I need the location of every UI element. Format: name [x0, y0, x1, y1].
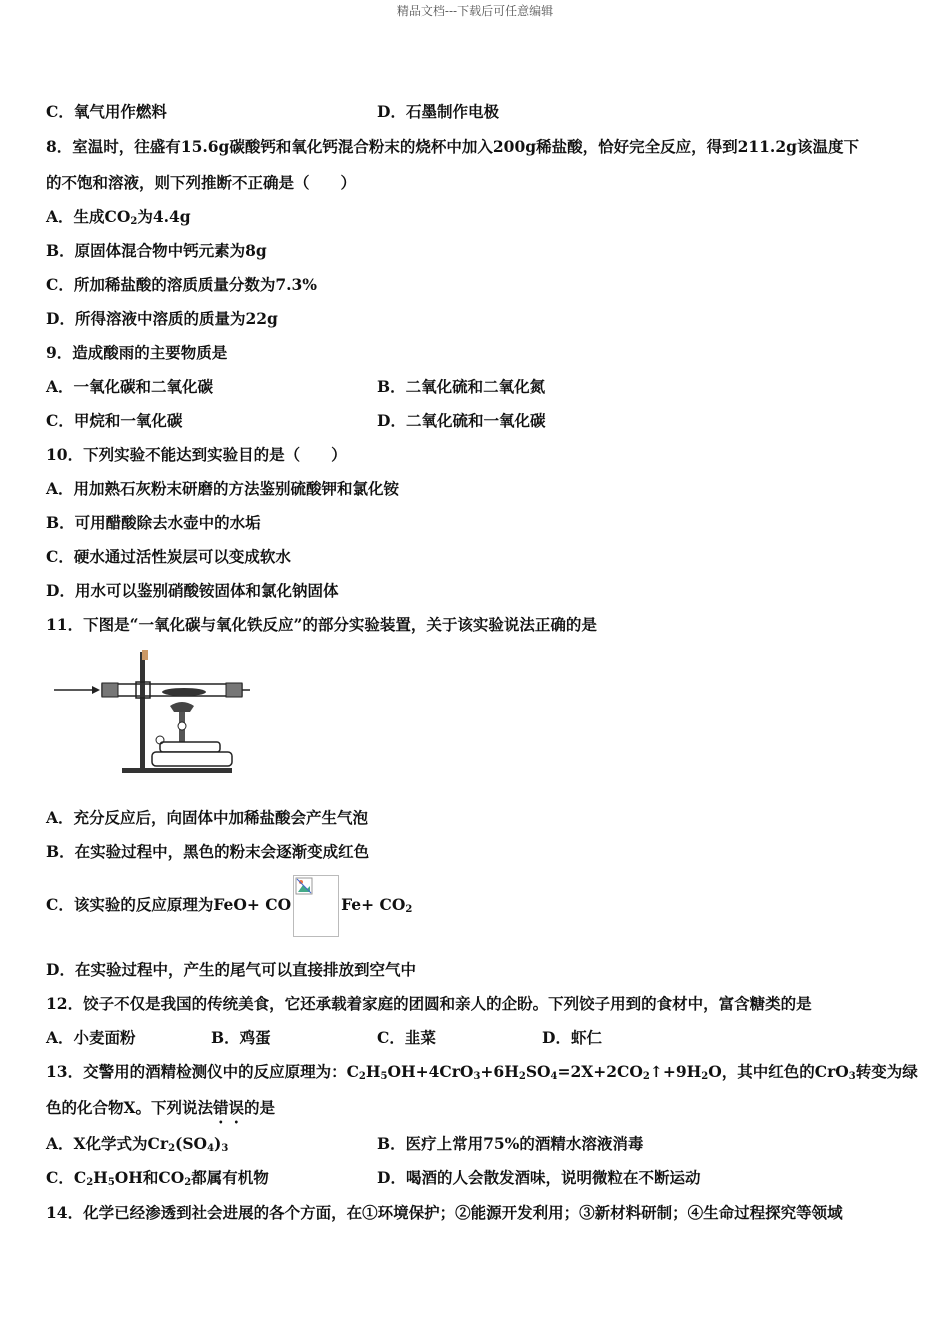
q9-option-b: B．二氧化硫和二氧化氮: [377, 377, 546, 396]
q9-option-d: D．二氧化硫和一氧化碳: [377, 411, 546, 430]
q12-option-b: B．鸡蛋: [211, 1028, 271, 1047]
q11-option-a: A．充分反应后，向固体中加稀盐酸会产生气泡: [46, 808, 369, 827]
q7-option-c: C．氧气用作燃料: [46, 102, 167, 121]
q8-option-c: C．所加稀盐酸的溶质质量分数为7.3%: [46, 275, 318, 294]
q9-option-c: C．甲烷和一氧化碳: [46, 411, 183, 430]
q12-stem: 12．饺子不仅是我国的传统美食，它还承载着家庭的团圆和亲人的企盼。下列饺子用到的食材中，富含糖类的是: [46, 994, 812, 1013]
q10-option-a: A．用加熟石灰粉末研磨的方法鉴别硫酸钾和氯化铵: [46, 479, 400, 498]
co-fe2o3-apparatus-figure: [52, 648, 252, 778]
q9-stem: 9．造成酸雨的主要物质是: [46, 343, 228, 362]
q12-option-a: A．小麦面粉: [46, 1028, 136, 1047]
q10-option-d: D．用水可以鉴别硝酸铵固体和氯化钠固体: [46, 581, 339, 600]
q12-option-d: D．虾仁: [542, 1028, 602, 1047]
q8-option-d: D．所得溶液中溶质的质量为22g: [46, 309, 278, 328]
page-header: 精品文档---下载后可任意编辑: [396, 4, 554, 18]
q8-option-b: B．原固体混合物中钙元素为8g: [46, 241, 267, 260]
q13-option-b: B．医疗上常用75%的酒精水溶液消毒: [377, 1134, 644, 1153]
broken-image-icon: [293, 875, 339, 937]
q13-option-c: C．$C_2H_5OH$和$CO_2$都属有机物: [46, 1168, 269, 1188]
q10-option-c: C．硬水通过活性炭层可以变成软水: [46, 547, 291, 566]
q13-stem-line2: 色的化合物X。下列说法错误的是: [46, 1098, 276, 1117]
q8-option-a: A．生成$CO_2$为4.4g: [46, 207, 191, 227]
q12-option-c: C．韭菜: [377, 1028, 436, 1047]
q11-option-d: D．在实验过程中，产生的尾气可以直接排放到空气中: [46, 960, 416, 979]
q11-stem: 11．下图是“一氧化碳与氧化铁反应”的部分实验装置，关于该实验说法正确的是: [46, 615, 597, 634]
q13-stem-line1: 13．交警用的酒精检测仪中的反应原理为：$C_2H_5OH+4CrO_3+6H_2SO_4=2X+2CO_2↑+9H_2O$，其中红色的CrO$_3$转变为绿: [46, 1062, 918, 1082]
q10-option-b: B．可用醋酸除去水壶中的水垢: [46, 513, 261, 532]
q11-option-c: C．该实验的反应原理为FeO+ CO $Fe+ CO_2$: [46, 874, 412, 941]
q14-stem: 14．化学已经渗透到社会进展的各个方面，在①环境保护；②能源开发利用；③新材料研制；④生命过程探究等领域: [46, 1203, 843, 1222]
q8-stem-line1: 8．室温时，往盛有15.6g碳酸钙和氧化钙混合粉末的烧杯中加入200g稀盐酸，恰好完全反应，得到211.2g该温度下: [46, 137, 859, 156]
q10-stem: 10．下列实验不能达到实验目的是（ ）: [46, 445, 347, 464]
q9-option-a: A．一氧化碳和二氧化碳: [46, 377, 214, 396]
q11-option-b: B．在实验过程中，黑色的粉末会逐渐变成红色: [46, 842, 370, 861]
q13-option-d: D．喝酒的人会散发酒味，说明微粒在不断运动: [377, 1168, 701, 1187]
q7-option-d: D．石墨制作电极: [377, 102, 499, 121]
q8-stem-line2: 的不饱和溶液，则下列推断不正确是（ ）: [46, 173, 357, 192]
q13-option-a: A．X化学式为$Cr_2(SO_4)_3$: [46, 1134, 229, 1154]
